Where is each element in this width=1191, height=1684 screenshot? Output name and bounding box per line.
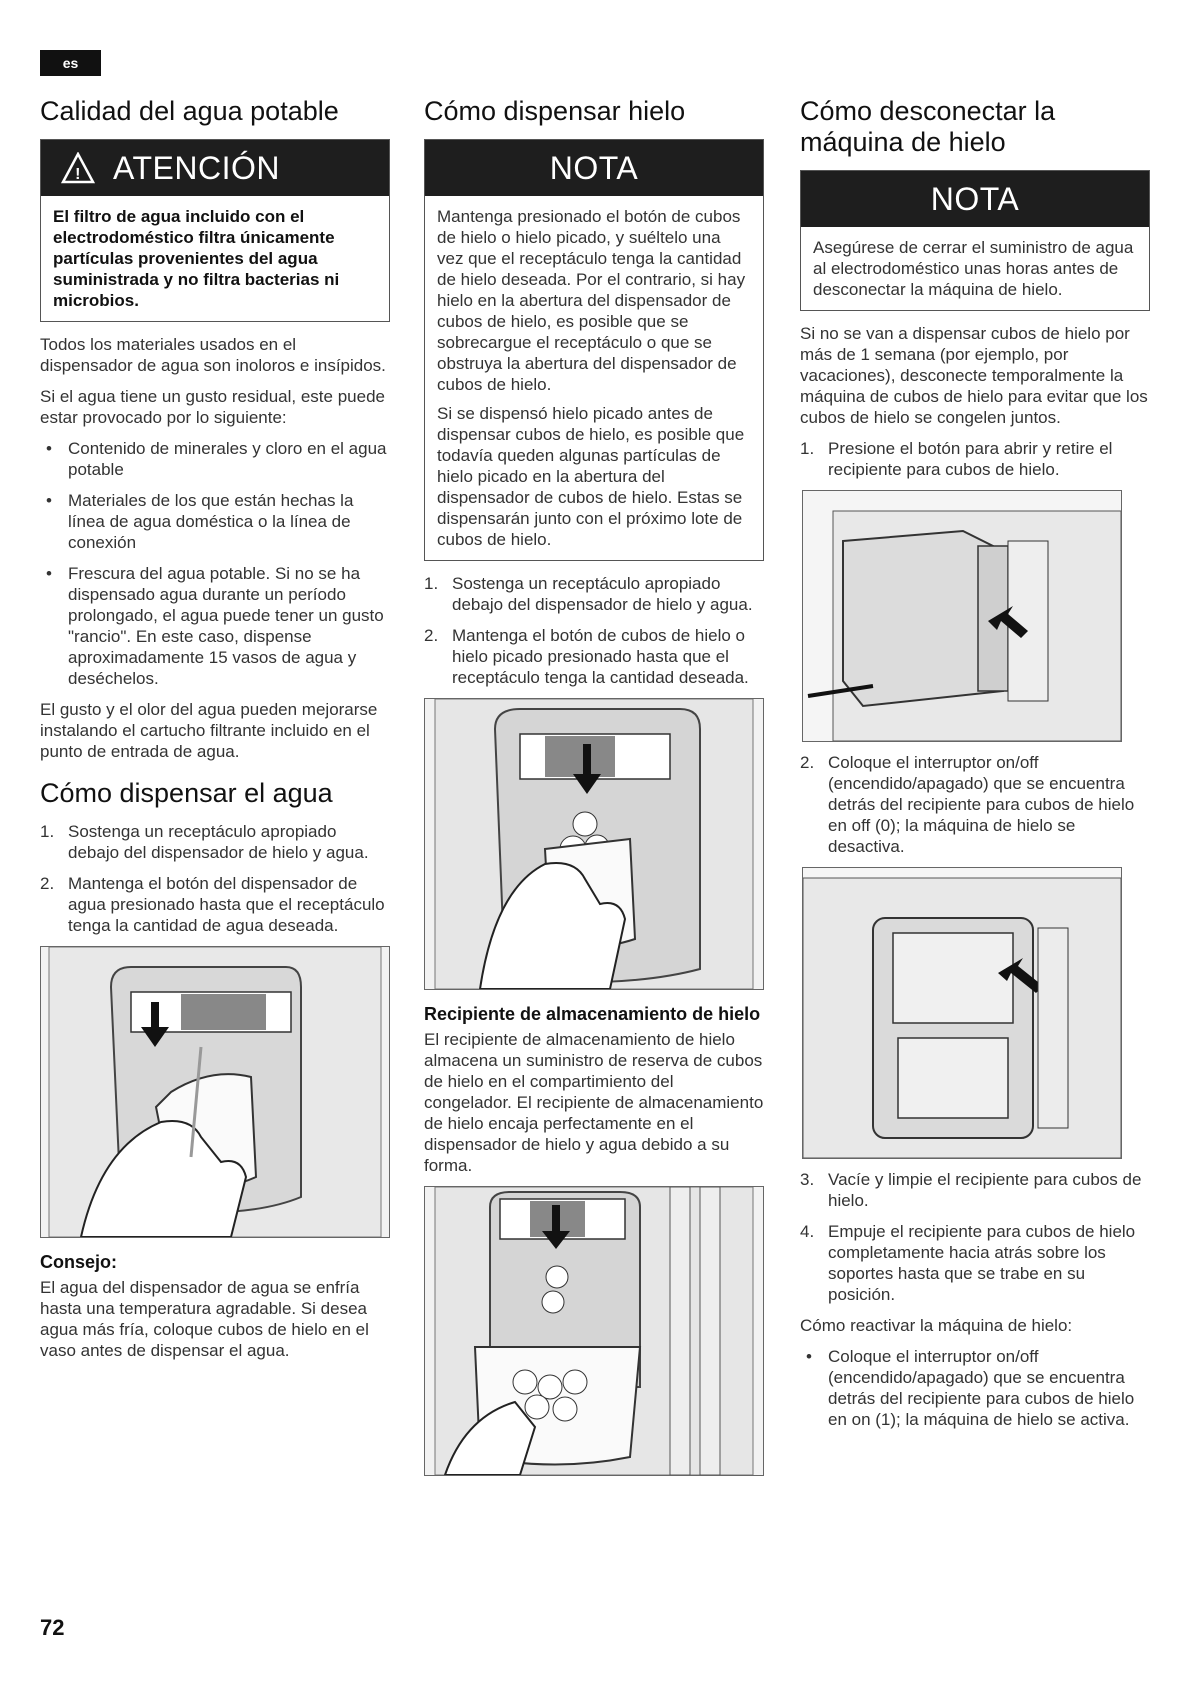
section-title-dispense-ice: Cómo dispensar hielo xyxy=(424,96,686,126)
list-item: • Coloque el interruptor on/off (encendido/apagado) que se encuentra detrás del recipiente para cubos de hielo en on (1); la máquina de hielo se activa. xyxy=(800,1346,1150,1430)
step-item xyxy=(800,438,1150,480)
note-header: NOTA xyxy=(425,140,763,196)
warning-icon xyxy=(61,152,95,184)
step-item xyxy=(40,821,390,863)
disconnect-steps-list xyxy=(800,1169,1150,1305)
step-text: Presione el botón para abrir y retire el recipiente para cubos de hielo. xyxy=(828,439,1113,479)
water-dispense-illustration xyxy=(40,946,390,1238)
step-item xyxy=(424,573,764,615)
taste-causes-list xyxy=(40,438,390,689)
note-header: NOTA xyxy=(801,171,1149,227)
step-text: Mantenga el botón del dispensador de agua presionado hasta que el receptáculo tenga la cantidad de agua deseada. xyxy=(68,874,385,935)
icemaker-switch-illustration xyxy=(802,867,1122,1159)
paragraph: Si no se van a dispensar cubos de hielo por más de 1 semana (por ejemplo, por vacaciones), desconecte temporalmente la máquina de cubos de hielo para evitar que los cubos de hielo se congelen juntos. xyxy=(800,324,1148,427)
step-number: 2. xyxy=(800,753,815,772)
remove-bin-illustration xyxy=(802,490,1122,742)
step-number: 2. xyxy=(40,874,55,893)
paragraph: El recipiente de almacenamiento de hielo almacena un suministro de reserva de cubos de hielo en el compartimiento del congelador. El recipiente de almacenamiento de hielo encaja perfectamente en el dispensador de hielo y agua debido a su forma. xyxy=(424,1030,764,1175)
tip-title: Consejo: xyxy=(40,1252,118,1272)
column-water-quality xyxy=(40,96,390,1371)
warning-text: El filtro de agua incluido con el electrodoméstico filtra únicamente partículas provenientes del agua suministrada y no filtra bacterias ni microbios. xyxy=(53,207,340,310)
page-number: 72 xyxy=(40,1615,65,1640)
step-item xyxy=(424,625,764,688)
subsection-title-ice-storage: Recipiente de almacenamiento de hielo xyxy=(424,1004,761,1024)
note-box xyxy=(800,170,1150,311)
disconnect-steps-list xyxy=(800,438,1150,480)
step-item xyxy=(800,1221,1150,1305)
language-tag: es xyxy=(40,50,101,76)
note-text: Mantenga presionado el botón de cubos de hielo o hielo picado, y suéltelo una vez que el receptáculo tenga la cantidad de hielo deseada. Por el contrario, si hay hielo en la abertura del dispensador de cubos de hielo, es posible que se sobrecargue el receptáculo o que se obstruya la abertura del dispensador de cubos de hielo. xyxy=(437,207,746,394)
column-dispense-ice xyxy=(424,96,764,1486)
ice-steps-list xyxy=(424,573,764,688)
step-text: Sostenga un receptáculo apropiado debajo del dispensador de hielo y agua. xyxy=(452,574,753,614)
warning-header xyxy=(41,140,389,196)
tip-text: El agua del dispensador de agua se enfría hasta una temperatura agradable. Si desea agua más fría, coloque cubos de hielo en el vaso antes de dispensar el agua. xyxy=(40,1278,369,1360)
reactivate-list xyxy=(800,1346,1150,1430)
step-number: 2. xyxy=(424,626,439,645)
step-text: Empuje el recipiente para cubos de hielo completamente hacia atrás sobre los soportes hasta que se trabe en su posición. xyxy=(828,1222,1136,1304)
step-number: 1. xyxy=(800,439,815,458)
paragraph: Cómo reactivar la máquina de hielo: xyxy=(800,1316,1073,1335)
warning-box xyxy=(40,139,390,322)
step-number: 1. xyxy=(424,574,439,593)
step-number: 4. xyxy=(800,1222,815,1241)
column-disconnect-icemaker xyxy=(800,96,1150,1440)
svg-text:!: ! xyxy=(75,166,81,183)
note-box xyxy=(424,139,764,561)
list-item: • Contenido de minerales y cloro en el agua potable xyxy=(40,438,390,480)
step-item xyxy=(800,1169,1150,1211)
paragraph: El gusto y el olor del agua pueden mejorarse instalando el cartucho filtrante incluido en el punto de entrada de agua. xyxy=(40,700,378,761)
paragraph: Si el agua tiene un gusto residual, este puede estar provocado por lo siguiente: xyxy=(40,387,385,427)
paragraph: Todos los materiales usados en el dispensador de agua son inoloros e insípidos. xyxy=(40,335,386,375)
step-text: Mantenga el botón de cubos de hielo o hielo picado presionado hasta que el receptáculo tenga la cantidad deseada. xyxy=(452,626,749,687)
ice-bin-illustration xyxy=(424,1186,764,1476)
note-text: Asegúrese de cerrar el suministro de agua al electrodoméstico unas horas antes de desconectar la máquina de hielo. xyxy=(813,238,1134,299)
section-title-disconnect-icemaker: Cómo desconectar la máquina de hielo xyxy=(800,96,1056,157)
disconnect-steps-list xyxy=(800,752,1150,857)
list-item: • Frescura del agua potable. Si no se ha dispensado agua durante un período prolongado, el agua puede tener un gusto "rancio". En este caso, dispense aproximadamente 15 vasos de agua y deséchelos. xyxy=(40,563,390,689)
section-title-water-quality: Calidad del agua potable xyxy=(40,96,339,126)
ice-dispense-illustration xyxy=(424,698,764,990)
step-text: Coloque el interruptor on/off (encendido/apagado) que se encuentra detrás del recipiente para cubos de hielo en off (0); la máquina de hielo se desactiva. xyxy=(828,753,1135,856)
section-title-dispense-water: Cómo dispensar el agua xyxy=(40,778,333,808)
list-item: • Materiales de los que están hechas la línea de agua doméstica o la línea de conexión xyxy=(40,490,390,553)
step-item xyxy=(800,752,1150,857)
water-steps-list xyxy=(40,821,390,936)
step-number: 3. xyxy=(800,1170,815,1189)
warning-label: ATENCIÓN xyxy=(113,150,280,186)
step-number: 1. xyxy=(40,822,55,841)
step-item xyxy=(40,873,390,936)
step-text: Vacíe y limpie el recipiente para cubos de hielo. xyxy=(828,1170,1142,1210)
step-text: Sostenga un receptáculo apropiado debajo del dispensador de hielo y agua. xyxy=(68,822,369,862)
note-text: Si se dispensó hielo picado antes de dispensar cubos de hielo, es posible que todavía queden algunas partículas de hielo picado en la abertura del dispensador de cubos de hielo. Estas se dispensarán junto con el próximo lote de cubos de hielo. xyxy=(437,404,745,549)
note-body xyxy=(425,196,763,560)
